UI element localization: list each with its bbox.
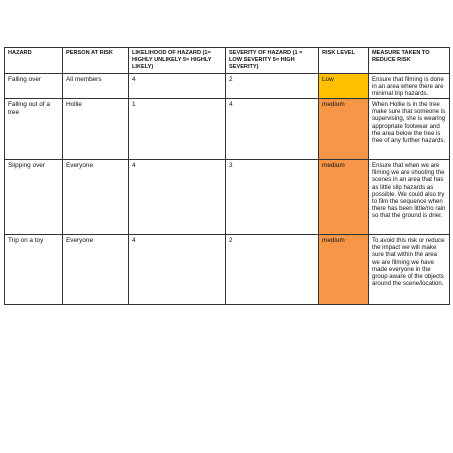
- cell-hazard: Falling over: [5, 74, 63, 99]
- cell-person-at-risk: All members: [63, 74, 129, 99]
- cell-measure: Ensure that filming is done in an area where there are minimal trip hazards.: [369, 74, 450, 99]
- cell-likelihood: 4: [129, 160, 226, 235]
- cell-likelihood: 4: [129, 74, 226, 99]
- cell-risk-level: medium: [319, 235, 369, 305]
- table-row: [5, 99, 450, 160]
- cell-person-at-risk: Everyone: [63, 235, 129, 305]
- cell-risk-level: medium: [319, 99, 369, 160]
- table-row: [5, 160, 450, 235]
- cell-likelihood: 4: [129, 235, 226, 305]
- cell-measure: When Hollie is in the tree make sure that someone is supervising, she is wearing appropriate footwear and the area below the tree is free of any further hazards.: [369, 99, 450, 160]
- cell-risk-level: medium: [319, 160, 369, 235]
- header-risk-level: RISK LEVEL: [319, 48, 369, 74]
- table-row: [5, 74, 450, 99]
- cell-severity: 2: [226, 74, 319, 99]
- header-likelihood: LIKELIHOOD OF HAZARD (1= HIGHLY UNLIKELY 5= HIGHLY LIKELY): [129, 48, 226, 74]
- cell-likelihood: 1: [129, 99, 226, 160]
- cell-risk-level: Low: [319, 74, 369, 99]
- cell-severity: 3: [226, 160, 319, 235]
- table-row: [5, 235, 450, 305]
- cell-severity: 4: [226, 99, 319, 160]
- cell-severity: 2: [226, 235, 319, 305]
- cell-person-at-risk: Hollie: [63, 99, 129, 160]
- table-header-row: [5, 48, 450, 74]
- header-person-at-risk: PERSON AT RISK: [63, 48, 129, 74]
- header-severity: SEVERITY OF HAZARD (1 = LOW SEVERITY 5= HIGH SEVERITY): [226, 48, 319, 74]
- header-hazard: HAZARD: [5, 48, 63, 74]
- cell-hazard: Slipping over: [5, 160, 63, 235]
- cell-person-at-risk: Everyone: [63, 160, 129, 235]
- risk-assessment-table: [4, 47, 450, 305]
- cell-hazard: Trip on a toy: [5, 235, 63, 305]
- cell-measure: Ensure that when we are filming we are shooting the scenes in an area that has as little slip hazards as possible. We could also try to film the sequence when there has been little/no rain so that the ground is drier.: [369, 160, 450, 235]
- cell-hazard: Falling out of a tree: [5, 99, 63, 160]
- cell-measure: To avoid this risk or reduce the impact we will make sure that within the area we are filming we have made everyone in the group aware of the objects around the scene/location.: [369, 235, 450, 305]
- header-measure: MEASURE TAKEN TO REDUCE RISK: [369, 48, 450, 74]
